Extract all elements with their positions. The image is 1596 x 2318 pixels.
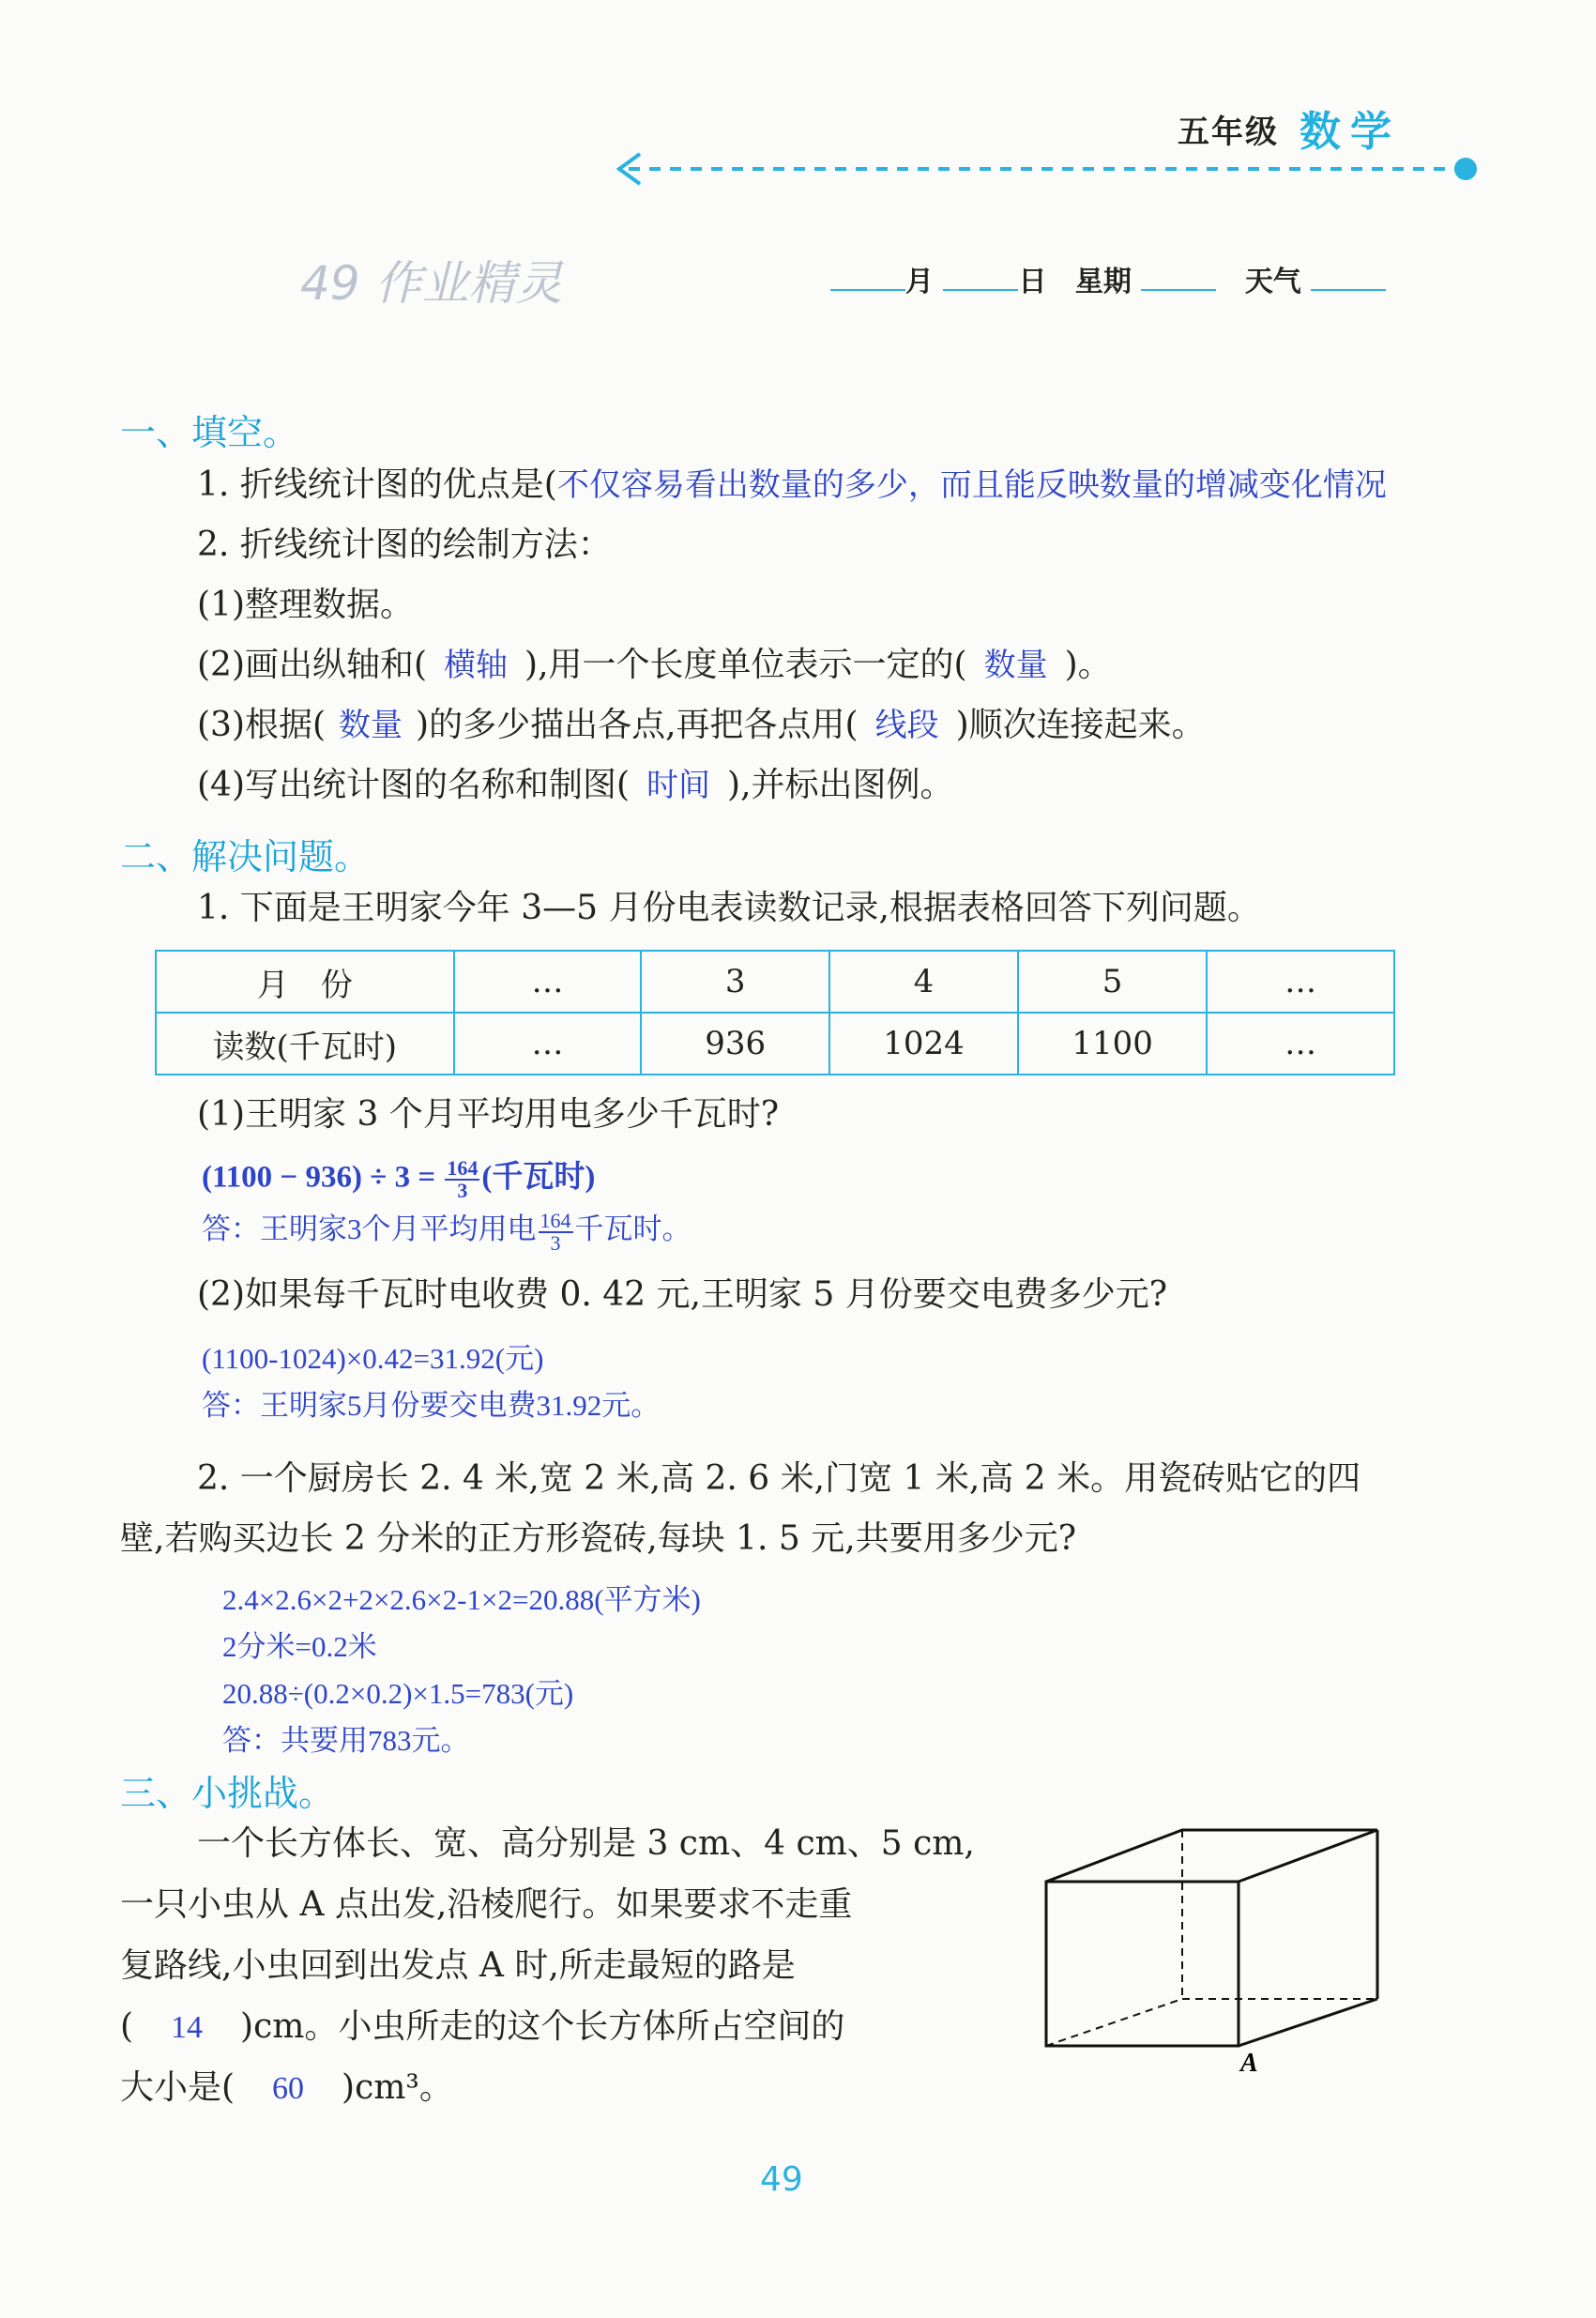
step2-text-a: (2)画出纵轴和(	[197, 646, 428, 684]
grade-label: 五年级	[1178, 114, 1279, 151]
problem2-work3: 20.88÷(0.2×0.2)×1.5=783(元)	[222, 1677, 574, 1710]
page-number: 49	[760, 2160, 803, 2199]
step2-answer-2: 数量	[983, 648, 1048, 683]
q1-text: 1. 折线统计图的优点是(	[197, 465, 557, 504]
step3-answer-2: 线段	[874, 709, 939, 743]
sub1-equation	[202, 1158, 595, 1201]
fraction-numerator: 164	[540, 1209, 571, 1232]
sub2-question: (2)如果每千瓦时电收费 0. 42 元,王明家 5 月份要交电费多少元?	[197, 1275, 1168, 1314]
cuboid-hidden-diagonal	[1046, 1999, 1182, 2046]
q2-line: 2. 折线统计图的绘制方法：	[197, 526, 612, 564]
step3-text-c: )顺次连接起来。	[955, 706, 1206, 744]
fraction	[445, 1158, 479, 1201]
fraction-denominator: 3	[457, 1179, 468, 1202]
problem2-work1: 2.4×2.6×2+2×2.6×2-1×2=20.88(平方米)	[222, 1583, 701, 1616]
table-cell: 5	[1018, 951, 1207, 1013]
table-cell: 936	[641, 1013, 829, 1075]
challenge-line4-a: (	[120, 2007, 134, 2046]
step2-answer-1: 横轴	[444, 648, 509, 683]
step2-text-c: )。	[1064, 646, 1112, 684]
fraction-denominator: 3	[550, 1231, 561, 1255]
sub1-answer-text-a: 答：王明家3个月平均用电	[202, 1212, 537, 1246]
table-row	[156, 1013, 1394, 1075]
day-label: 日	[1018, 266, 1047, 298]
section-3-title: 三、小挑战。	[120, 1773, 335, 1814]
table-cell: 4	[829, 951, 1018, 1013]
challenge-line5-b: )cm³。	[342, 2068, 453, 2107]
table-cell: …	[1207, 951, 1394, 1013]
table-cell: 1024	[829, 1013, 1018, 1075]
problem2-work4: 答：共要用783元。	[222, 1724, 470, 1757]
step4-text-b: ),并标出图例。	[727, 766, 954, 804]
sub1-eq-left: (1100 − 936) ÷ 3 =	[202, 1160, 436, 1195]
cuboid-top-edges	[1046, 1830, 1377, 1882]
table-cell: …	[454, 951, 642, 1013]
problem1-intro: 1. 下面是王明家今年 3—5 月份电表读数记录,根据表格回答下列问题。	[197, 889, 1261, 927]
step3-answer-1: 数量	[339, 709, 403, 743]
step3-text-b: )的多少描出各点,再把各点用(	[416, 706, 859, 744]
problem2-line2: 壁,若购买边长 2 分米的正方形瓷砖,每块 1. 5 元,共要用多少元?	[120, 1519, 1077, 1558]
cuboid-bottom-right-edge	[1239, 1999, 1377, 2046]
logo-watermark: 49 作业精灵	[300, 256, 563, 311]
table-cell: 1100	[1018, 1013, 1207, 1075]
step4-text-a: (4)写出统计图的名称和制图(	[197, 766, 631, 804]
challenge-line4	[120, 2008, 844, 2047]
step2-text-b: ),用一个长度单位表示一定的(	[524, 646, 967, 684]
challenge-line4-b: )cm。小虫所走的这个长方体所占空间的	[240, 2007, 845, 2046]
table-row	[156, 951, 1394, 1013]
problem2-line1: 2. 一个厨房长 2. 4 米,宽 2 米,高 2. 6 米,门宽 1 米,高 2 米。用瓷砖贴它的四	[197, 1459, 1361, 1498]
sub2-equation: (1100-1024)×0.42=31.92(元)	[202, 1342, 544, 1375]
step2-line	[197, 647, 1112, 685]
step3-line	[197, 707, 1206, 745]
challenge-line3: 复路线,小虫回到出发点 A 时,所走最短的路是	[120, 1946, 796, 1985]
q1-line	[197, 466, 1387, 505]
sub1-answer-text-b: 千瓦时。	[574, 1212, 692, 1246]
step4-answer: 时间	[646, 769, 711, 803]
date-fields	[830, 258, 1386, 299]
cuboid-front-face	[1046, 1882, 1239, 2046]
sub1-question: (1)王明家 3 个月平均用电多少千瓦时?	[197, 1095, 780, 1134]
challenge-line5-a: 大小是(	[120, 2068, 236, 2107]
section-1-title: 一、填空。	[120, 412, 299, 453]
step1-line: (1)整理数据。	[197, 586, 414, 624]
challenge-line5	[120, 2069, 453, 2108]
table-cell: 3	[641, 951, 829, 1013]
fraction	[539, 1211, 573, 1254]
point-a-label: A	[1240, 2049, 1258, 2078]
challenge-line1: 一个长方体长、宽、高分别是 3 cm、4 cm、5 cm,	[197, 1824, 975, 1863]
sub1-eq-unit: (千瓦时)	[481, 1160, 596, 1195]
challenge-answer-1: 14	[171, 2010, 204, 2045]
cuboid-diagram	[1032, 1816, 1407, 2079]
table-cell: …	[454, 1013, 642, 1075]
fraction-numerator: 164	[447, 1156, 479, 1180]
table-cell: 月 份	[156, 951, 454, 1013]
section-2-title: 二、解决问题。	[120, 836, 371, 877]
challenge-line2: 一只小虫从 A 点出发,沿棱爬行。如果要求不走重	[120, 1885, 853, 1924]
q1-answer: 不仅容易看出数量的多少，而且能反映数量的增减变化情况	[556, 468, 1387, 503]
step3-text-a: (3)根据(	[197, 706, 327, 744]
table-cell: 读数(千瓦时)	[156, 1013, 454, 1075]
subject-label: 数学	[1300, 108, 1401, 156]
step4-line	[197, 767, 954, 805]
header-arrow-line	[600, 150, 1482, 188]
weather-label: 天气	[1244, 266, 1301, 298]
challenge-answer-2: 60	[272, 2071, 305, 2106]
meter-table	[155, 950, 1395, 1075]
weekday-label: 星期	[1074, 266, 1132, 298]
problem2-work2: 2分米=0.2米	[222, 1630, 377, 1663]
table-cell: …	[1207, 1013, 1394, 1075]
sub1-answer	[202, 1211, 692, 1254]
sub2-answer: 答：王明家5月份要交电费31.92元。	[202, 1389, 661, 1422]
month-label: 月	[905, 266, 934, 298]
